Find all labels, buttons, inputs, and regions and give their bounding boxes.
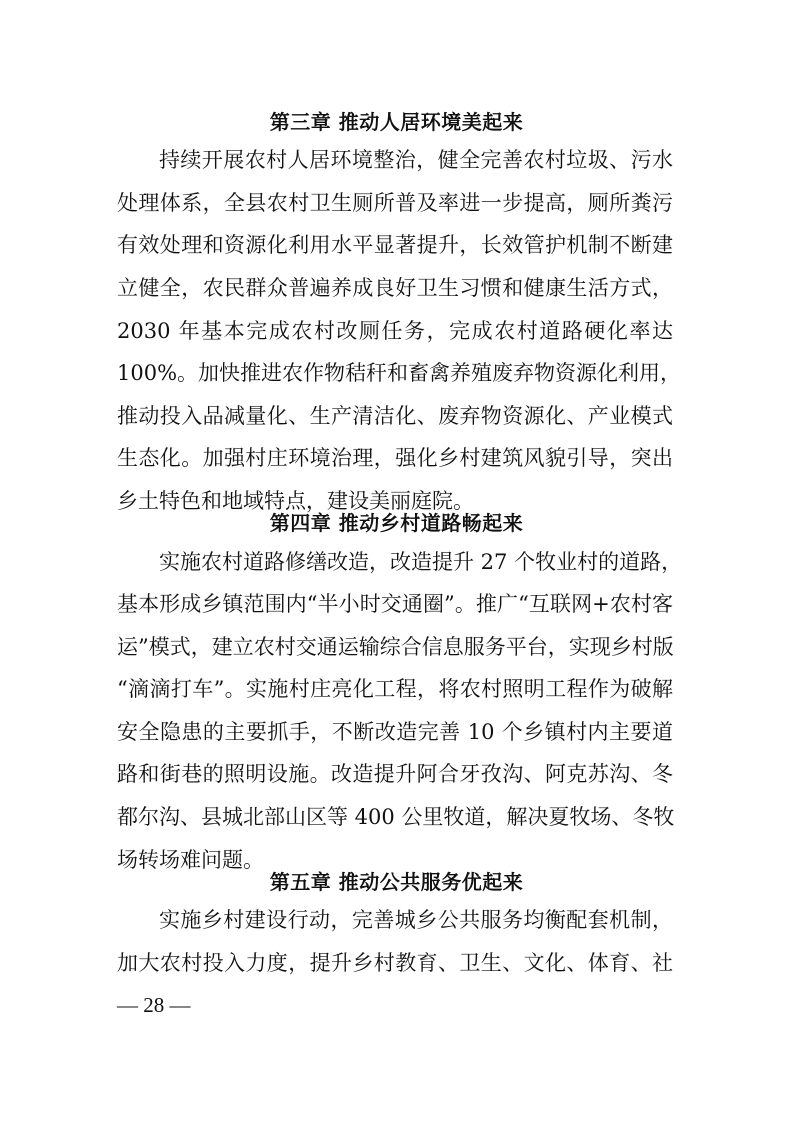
chapter-3-line-3: 有效处理和资源化利用水平显著提升，长效管护机制不断建	[117, 233, 673, 257]
chapter-4-line-1: 实施农村道路修缮改造，改造提升 27 个牧业村的道路，	[159, 550, 683, 574]
chapter-5-title: 第五章 推动公共服务优起来	[269, 870, 524, 894]
chapter-3-title: 第三章 推动人居环境美起来	[269, 110, 524, 134]
chapter-3-line-2: 处理体系，全县农村卫生厕所普及率进一步提高，厕所粪污	[117, 191, 673, 215]
chapter-3-line-6: 100%。加快推进农作物秸秆和畜禽养殖废弃物资源化利用，	[117, 361, 682, 385]
page-number: — 28 —	[117, 993, 191, 1017]
chapter-3-line-8: 生态化。加强村庄环境治理，强化乡村建筑风貌引导，突出	[117, 446, 673, 470]
chapter-4-title: 第四章 推动乡村道路畅起来	[269, 511, 524, 535]
chapter-5-line-2: 加大农村投入力度，提升乡村教育、卫生、文化、体育、社	[117, 951, 673, 975]
chapter-5-line-1: 实施乡村建设行动，完善城乡公共服务均衡配套机制，	[159, 908, 673, 932]
chapter-4-line-2: 基本形成乡镇范围内“半小时交通圈”。推广“互联网+农村客	[117, 592, 673, 616]
chapter-4-line-5: 安全隐患的主要抓手，不断改造完善 10 个乡镇村内主要道	[117, 720, 673, 744]
chapter-4-line-4: “滴滴打车”。实施村庄亮化工程，将农村照明工程作为破解	[117, 677, 673, 701]
chapter-3-line-9: 乡土特色和地域特点，建设美丽庭院。	[117, 489, 474, 513]
chapter-3-line-7: 推动投入品减量化、生产清洁化、废弃物资源化、产业模式	[117, 404, 673, 428]
chapter-3-line-5: 2030 年基本完成农村改厕任务，完成农村道路硬化率达	[117, 319, 673, 343]
chapter-3-line-4: 立健全，农民群众普遍养成良好卫生习惯和健康生活方式，	[117, 276, 673, 300]
chapter-4-line-7: 都尔沟、县城北部山区等 400 公里牧道，解决夏牧场、冬牧	[117, 805, 675, 829]
chapter-4-line-3: 运”模式，建立农村交通运输综合信息服务平台，实现乡村版	[117, 635, 674, 659]
chapter-4-line-8: 场转场难问题。	[117, 848, 264, 872]
chapter-4-line-6: 路和街巷的照明设施。改造提升阿合牙孜沟、阿克苏沟、冬	[117, 762, 673, 786]
chapter-3-line-1: 持续开展农村人居环境整治，健全完善农村垃圾、污水	[159, 148, 673, 172]
